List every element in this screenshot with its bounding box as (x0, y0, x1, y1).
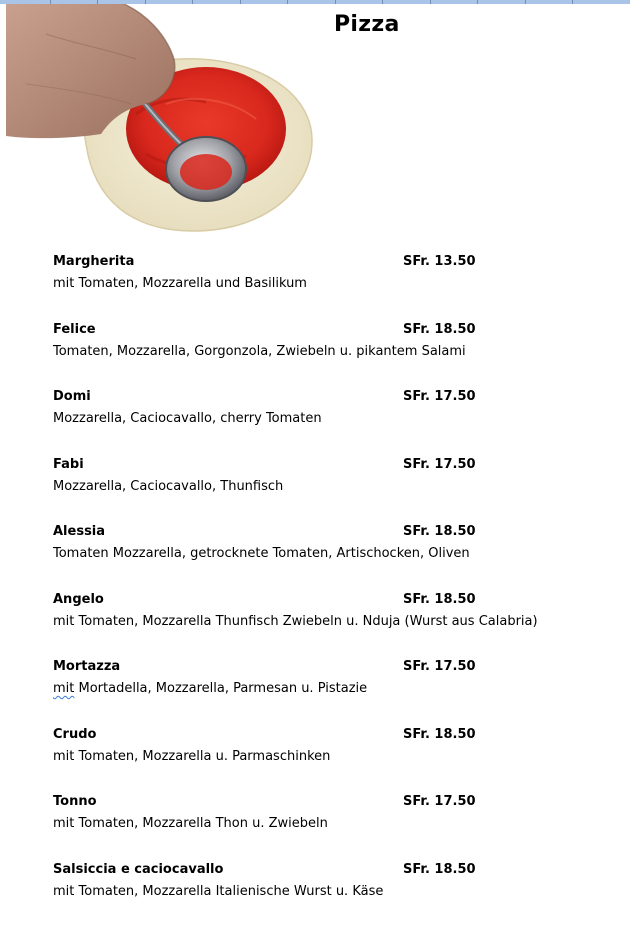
pizza-description: mit Tomaten, Mozzarella Thunfisch Zwiebeln u. Nduja (Wurst aus Calabria) (53, 613, 538, 629)
menu-item (53, 524, 573, 592)
pizza-name: Felice (53, 321, 96, 337)
ruler-tick (572, 0, 573, 4)
menu-item (53, 322, 573, 390)
pizza-description: mit Tomaten, Mozzarella u. Parmaschinken (53, 748, 331, 764)
ruler-tick (430, 0, 431, 4)
pizza-name: Crudo (53, 726, 97, 742)
pizza-menu-list (53, 254, 573, 929)
pizza-name: Tonno (53, 794, 97, 809)
ruler-tick (477, 0, 478, 4)
pizza-price: SFr. 18.50 (403, 726, 476, 742)
pizza-price: SFr. 18.50 (403, 321, 476, 337)
pizza-description: mit Tomaten, Mozzarella Thon u. Zwiebeln (53, 816, 328, 831)
ruler-tick (382, 0, 383, 4)
pizza-price: SFr. 17.50 (403, 456, 476, 472)
pizza-name: Mortazza (53, 659, 121, 674)
pizza-price: SFr. 17.50 (403, 794, 476, 809)
ruler-tick (335, 0, 336, 4)
spellcheck-underlined-word: mit (53, 681, 75, 696)
pizza-description: mit Tomaten, Mozzarella und Basilikum (53, 276, 307, 291)
pizza-price: SFr. 18.50 (403, 861, 476, 877)
pizza-description: Mozzarella, Caciocavallo, cherry Tomaten (53, 411, 322, 426)
pizza-description: mit Tomaten, Mozzarella Italienische Wurst u. Käse (53, 883, 384, 899)
pizza-name: Alessia (53, 524, 106, 539)
page-title: Pizza (334, 12, 400, 37)
menu-item (53, 457, 573, 525)
menu-item (53, 389, 573, 457)
ruler-tick (525, 0, 526, 4)
pizza-name: Fabi (53, 456, 84, 472)
menu-item (53, 659, 573, 727)
menu-item (53, 727, 573, 795)
pizza-price: SFr. 18.50 (403, 591, 476, 607)
pizza-name: Domi (53, 389, 91, 404)
pizza-description: Tomaten, Mozzarella, Gorgonzola, Zwiebeln u. pikantem Salami (53, 343, 466, 359)
pizza-description: Tomaten Mozzarella, getrocknete Tomaten, Artischocken, Oliven (53, 546, 470, 561)
pizza-price: SFr. 13.50 (403, 254, 476, 269)
menu-item (53, 254, 573, 322)
pizza-name: Angelo (53, 591, 104, 607)
pizza-sauce-ladle-photo (6, 4, 316, 234)
pizza-price: SFr. 17.50 (403, 389, 476, 404)
menu-item (53, 862, 573, 930)
pizza-description (53, 681, 367, 696)
pizza-name: Salsiccia e caciocavallo (53, 861, 224, 877)
pizza-price: SFr. 18.50 (403, 524, 476, 539)
pizza-description: Mozzarella, Caciocavallo, Thunfisch (53, 478, 284, 494)
pizza-description-text: Mortadella, Mozzarella, Parmesan u. Pistazie (74, 681, 368, 696)
menu-item (53, 794, 573, 862)
pizza-price: SFr. 17.50 (403, 659, 476, 674)
pizza-name: Margherita (53, 254, 135, 269)
menu-item (53, 592, 573, 660)
